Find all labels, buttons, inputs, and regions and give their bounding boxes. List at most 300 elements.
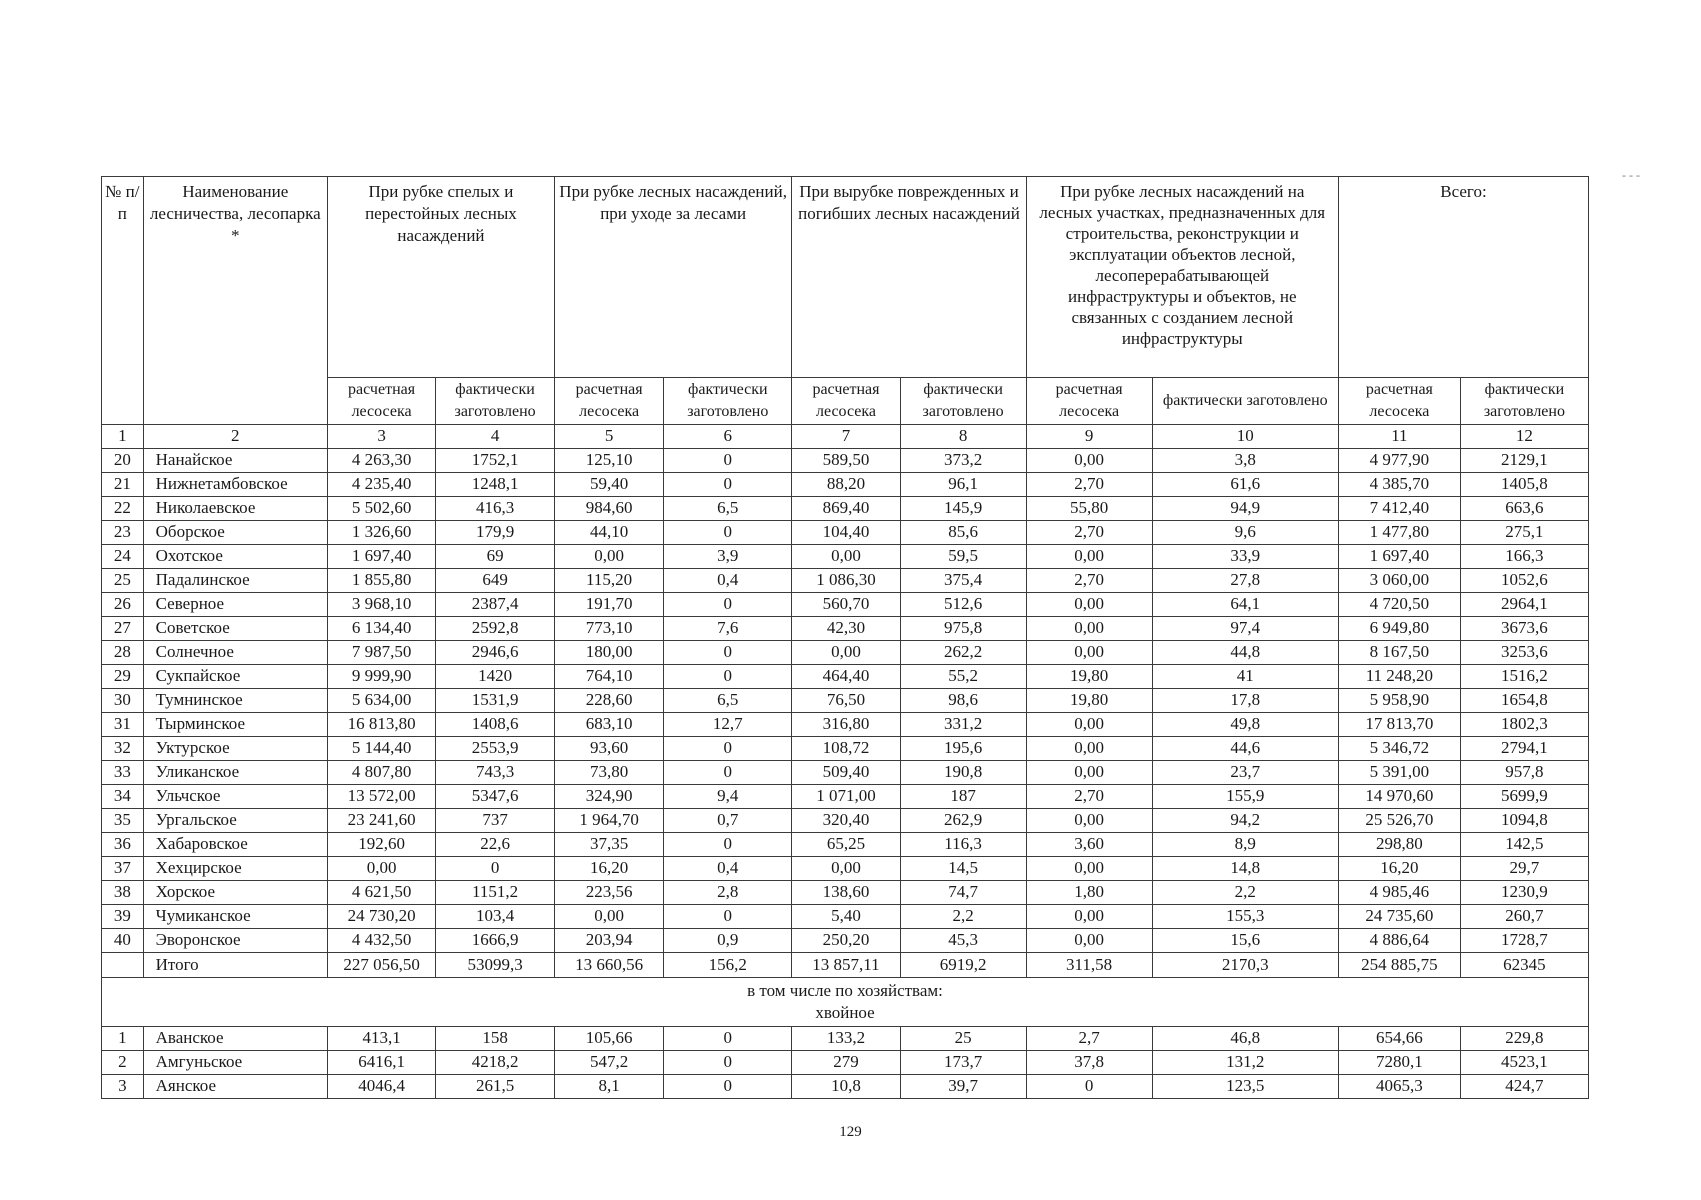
- cell-damaged-fact: 262,2: [900, 640, 1026, 664]
- cell-care-calc: 324,90: [554, 784, 663, 808]
- cell-infra-fact: 33,9: [1152, 544, 1338, 568]
- cell-care-fact: 6,5: [664, 688, 792, 712]
- cell-care-fact: 0,4: [664, 568, 792, 592]
- cell-care-calc: 93,60: [554, 736, 663, 760]
- cell-infra-calc: 0,00: [1026, 760, 1152, 784]
- cell-damaged-fact: 173,7: [900, 1050, 1026, 1074]
- cell-care-calc: 59,40: [554, 472, 663, 496]
- cell-num: 37: [102, 856, 144, 880]
- column-number: 8: [900, 424, 1026, 448]
- cell-care-fact: 0: [664, 1050, 792, 1074]
- cell-damaged-calc: 65,25: [792, 832, 900, 856]
- table-row: [102, 784, 1589, 808]
- cell-mature-fact: 4218,2: [436, 1050, 555, 1074]
- cell-name: Северное: [143, 592, 327, 616]
- cell-care-fact: 0: [664, 472, 792, 496]
- cell-damaged-fact: 59,5: [900, 544, 1026, 568]
- cell-infra-fact: 46,8: [1152, 1026, 1338, 1050]
- cell-mature-calc: 4 807,80: [327, 760, 435, 784]
- cell-mature-calc: 4046,4: [327, 1074, 435, 1098]
- cell-mature-fact: 2946,6: [436, 640, 555, 664]
- table-row: [102, 520, 1589, 544]
- cell-infra-calc: 2,7: [1026, 1026, 1152, 1050]
- cell-num: 3: [102, 1074, 144, 1098]
- cell-damaged-fact: 96,1: [900, 472, 1026, 496]
- cell-total-calc: 8 167,50: [1338, 640, 1460, 664]
- cell-care-fact: 9,4: [664, 784, 792, 808]
- cell-damaged-fact: 190,8: [900, 760, 1026, 784]
- table-row: [102, 688, 1589, 712]
- cell-name: Советское: [143, 616, 327, 640]
- cell-damaged-calc: 0,00: [792, 856, 900, 880]
- header-num: № п/п: [102, 177, 144, 378]
- subheader-calc: расчетная лесосека: [554, 377, 663, 424]
- cell-mature-calc: 0,00: [327, 856, 435, 880]
- table-row: [102, 856, 1589, 880]
- cell-num: [102, 952, 144, 977]
- cell-damaged-fact: 39,7: [900, 1074, 1026, 1098]
- cell-infra-calc: 2,70: [1026, 520, 1152, 544]
- cell-infra-fact: 8,9: [1152, 832, 1338, 856]
- cell-damaged-fact: 187: [900, 784, 1026, 808]
- cell-infra-fact: 44,6: [1152, 736, 1338, 760]
- cell-mature-calc: 6416,1: [327, 1050, 435, 1074]
- header-name-blank: [143, 377, 327, 424]
- cell-damaged-fact: 6919,2: [900, 952, 1026, 977]
- cell-name: Ульчское: [143, 784, 327, 808]
- cell-total-fact: 29,7: [1460, 856, 1588, 880]
- cell-damaged-fact: 975,8: [900, 616, 1026, 640]
- cell-total-fact: 1052,6: [1460, 568, 1588, 592]
- cell-care-fact: 0: [664, 904, 792, 928]
- column-number: 11: [1338, 424, 1460, 448]
- cell-num: 29: [102, 664, 144, 688]
- cell-infra-fact: 94,2: [1152, 808, 1338, 832]
- cell-total-fact: 424,7: [1460, 1074, 1588, 1098]
- cell-mature-fact: 1248,1: [436, 472, 555, 496]
- cell-mature-fact: 743,3: [436, 760, 555, 784]
- cell-total-fact: 2129,1: [1460, 448, 1588, 472]
- subheader-fact: фактически заготовлено: [1460, 377, 1588, 424]
- cell-name: Хехцирское: [143, 856, 327, 880]
- table-row: [102, 904, 1589, 928]
- cell-num: 27: [102, 616, 144, 640]
- cell-care-calc: 223,56: [554, 880, 663, 904]
- cell-total-calc: 1 697,40: [1338, 544, 1460, 568]
- cell-infra-calc: 0,00: [1026, 544, 1152, 568]
- cell-name: Ургальское: [143, 808, 327, 832]
- cell-total-calc: 3 060,00: [1338, 568, 1460, 592]
- cell-name: Уктурское: [143, 736, 327, 760]
- header-num-blank: [102, 377, 144, 424]
- cell-mature-fact: 1752,1: [436, 448, 555, 472]
- cell-mature-fact: 1420: [436, 664, 555, 688]
- cell-damaged-calc: 0,00: [792, 640, 900, 664]
- cell-total-fact: 957,8: [1460, 760, 1588, 784]
- table-row: [102, 640, 1589, 664]
- cell-care-calc: 683,10: [554, 712, 663, 736]
- cell-care-calc: 0,00: [554, 904, 663, 928]
- cell-total-calc: 7280,1: [1338, 1050, 1460, 1074]
- table-row-conifer: [102, 1074, 1589, 1098]
- cell-infra-calc: 55,80: [1026, 496, 1152, 520]
- cell-care-fact: 0: [664, 1026, 792, 1050]
- column-number: 1: [102, 424, 144, 448]
- header-name: Наименование лесничества, лесопарка *: [143, 177, 327, 378]
- cell-total-calc: 4 886,64: [1338, 928, 1460, 952]
- column-number: 9: [1026, 424, 1152, 448]
- cell-infra-fact: 155,3: [1152, 904, 1338, 928]
- cell-total-calc: 654,66: [1338, 1026, 1460, 1050]
- cell-name: Хабаровское: [143, 832, 327, 856]
- cell-total-fact: 62345: [1460, 952, 1588, 977]
- cell-total-fact: 3253,6: [1460, 640, 1588, 664]
- cell-infra-calc: 0,00: [1026, 808, 1152, 832]
- cell-infra-calc: 0,00: [1026, 712, 1152, 736]
- cell-infra-fact: 23,7: [1152, 760, 1338, 784]
- cell-mature-calc: 4 432,50: [327, 928, 435, 952]
- cell-care-calc: 105,66: [554, 1026, 663, 1050]
- cell-infra-fact: 97,4: [1152, 616, 1338, 640]
- cell-mature-calc: 24 730,20: [327, 904, 435, 928]
- cell-mature-calc: 9 999,90: [327, 664, 435, 688]
- cell-mature-calc: 1 326,60: [327, 520, 435, 544]
- cell-name: Чумиканское: [143, 904, 327, 928]
- cell-infra-fact: 14,8: [1152, 856, 1338, 880]
- cell-mature-fact: 416,3: [436, 496, 555, 520]
- cell-name: Аванское: [143, 1026, 327, 1050]
- cell-damaged-fact: 373,2: [900, 448, 1026, 472]
- cell-infra-fact: 155,9: [1152, 784, 1338, 808]
- cell-total-calc: 11 248,20: [1338, 664, 1460, 688]
- cell-damaged-fact: 55,2: [900, 664, 1026, 688]
- cell-total-calc: 5 346,72: [1338, 736, 1460, 760]
- cell-mature-fact: 179,9: [436, 520, 555, 544]
- cell-total-fact: 1094,8: [1460, 808, 1588, 832]
- cell-damaged-fact: 2,2: [900, 904, 1026, 928]
- cell-infra-fact: 17,8: [1152, 688, 1338, 712]
- table-row: [102, 736, 1589, 760]
- cell-total-calc: 4 385,70: [1338, 472, 1460, 496]
- cell-damaged-calc: 76,50: [792, 688, 900, 712]
- cell-name: Николаевское: [143, 496, 327, 520]
- cell-infra-calc: 0,00: [1026, 592, 1152, 616]
- cell-total-calc: 4 720,50: [1338, 592, 1460, 616]
- cell-damaged-fact: 85,6: [900, 520, 1026, 544]
- cell-total-fact: 4523,1: [1460, 1050, 1588, 1074]
- cell-name: Итого: [143, 952, 327, 977]
- cell-total-fact: 1802,3: [1460, 712, 1588, 736]
- cell-infra-calc: 0: [1026, 1074, 1152, 1098]
- cell-mature-fact: 0: [436, 856, 555, 880]
- cell-care-fact: 0: [664, 664, 792, 688]
- cell-mature-fact: 1531,9: [436, 688, 555, 712]
- cell-mature-calc: 5 502,60: [327, 496, 435, 520]
- column-number: 2: [143, 424, 327, 448]
- cell-name: Тырминское: [143, 712, 327, 736]
- scan-mark: - - -: [1622, 168, 1640, 182]
- cell-infra-calc: 2,70: [1026, 568, 1152, 592]
- column-number: 5: [554, 424, 663, 448]
- cell-mature-fact: 2387,4: [436, 592, 555, 616]
- cell-name: Нижнетамбовское: [143, 472, 327, 496]
- cell-mature-calc: 1 697,40: [327, 544, 435, 568]
- cell-care-fact: 0,4: [664, 856, 792, 880]
- cell-num: 23: [102, 520, 144, 544]
- cell-infra-calc: 19,80: [1026, 664, 1152, 688]
- cell-damaged-calc: 509,40: [792, 760, 900, 784]
- cell-care-calc: 16,20: [554, 856, 663, 880]
- table-row: [102, 712, 1589, 736]
- cell-damaged-fact: 25: [900, 1026, 1026, 1050]
- cell-damaged-fact: 116,3: [900, 832, 1026, 856]
- table-row: [102, 592, 1589, 616]
- page-number: 129: [839, 1124, 862, 1140]
- cell-care-fact: 156,2: [664, 952, 792, 977]
- cell-care-fact: 0: [664, 640, 792, 664]
- cell-mature-calc: 23 241,60: [327, 808, 435, 832]
- cell-mature-fact: 1666,9: [436, 928, 555, 952]
- cell-infra-calc: 0,00: [1026, 856, 1152, 880]
- cell-total-fact: 1230,9: [1460, 880, 1588, 904]
- subheader-fact: фактически заготовлено: [900, 377, 1026, 424]
- cell-total-fact: 275,1: [1460, 520, 1588, 544]
- cell-total-fact: 5699,9: [1460, 784, 1588, 808]
- cell-total-calc: 254 885,75: [1338, 952, 1460, 977]
- cell-damaged-fact: 512,6: [900, 592, 1026, 616]
- cell-total-calc: 5 391,00: [1338, 760, 1460, 784]
- table-row: [102, 664, 1589, 688]
- cell-care-fact: 12,7: [664, 712, 792, 736]
- cell-total-calc: 5 958,90: [1338, 688, 1460, 712]
- section-heading-line2: хвойное: [815, 1002, 875, 1022]
- cell-care-fact: 0: [664, 448, 792, 472]
- table-row: [102, 448, 1589, 472]
- cell-num: 31: [102, 712, 144, 736]
- cell-num: 33: [102, 760, 144, 784]
- section-row: [102, 977, 1589, 1026]
- cell-total-fact: 1405,8: [1460, 472, 1588, 496]
- cell-total-fact: 229,8: [1460, 1026, 1588, 1050]
- table-row-conifer: [102, 1050, 1589, 1074]
- subheader-calc: расчетная лесосека: [792, 377, 900, 424]
- cell-total-calc: 4065,3: [1338, 1074, 1460, 1098]
- cell-damaged-fact: 262,9: [900, 808, 1026, 832]
- cell-care-calc: 191,70: [554, 592, 663, 616]
- cell-care-fact: 0: [664, 760, 792, 784]
- cell-total-fact: 3673,6: [1460, 616, 1588, 640]
- subheader-calc: расчетная лесосека: [1338, 377, 1460, 424]
- cell-num: 22: [102, 496, 144, 520]
- cell-mature-calc: 413,1: [327, 1026, 435, 1050]
- cell-care-fact: 0: [664, 520, 792, 544]
- cell-care-calc: 44,10: [554, 520, 663, 544]
- cell-total-calc: 7 412,40: [1338, 496, 1460, 520]
- cell-care-fact: 0: [664, 1074, 792, 1098]
- cell-damaged-fact: 145,9: [900, 496, 1026, 520]
- cell-infra-fact: 2,2: [1152, 880, 1338, 904]
- cell-num: 35: [102, 808, 144, 832]
- cell-damaged-calc: 104,40: [792, 520, 900, 544]
- cell-total-calc: 16,20: [1338, 856, 1460, 880]
- cell-damaged-fact: 14,5: [900, 856, 1026, 880]
- table-row: [102, 568, 1589, 592]
- cell-infra-fact: 64,1: [1152, 592, 1338, 616]
- cell-total-calc: 4 977,90: [1338, 448, 1460, 472]
- table-row: [102, 880, 1589, 904]
- cell-name: Нанайское: [143, 448, 327, 472]
- cell-infra-calc: 37,8: [1026, 1050, 1152, 1074]
- cell-total-calc: 4 985,46: [1338, 880, 1460, 904]
- cell-care-calc: 547,2: [554, 1050, 663, 1074]
- cell-infra-calc: 0,00: [1026, 736, 1152, 760]
- cell-damaged-calc: 133,2: [792, 1026, 900, 1050]
- cell-infra-calc: 2,70: [1026, 784, 1152, 808]
- cell-num: 32: [102, 736, 144, 760]
- header-group-total: Всего:: [1338, 177, 1588, 378]
- header-group-care-felling: При рубке лесных насаждений, при уходе за лесами: [554, 177, 791, 378]
- cell-name: Оборское: [143, 520, 327, 544]
- cell-mature-fact: 261,5: [436, 1074, 555, 1098]
- cell-infra-fact: 9,6: [1152, 520, 1338, 544]
- cell-mature-fact: 2592,8: [436, 616, 555, 640]
- cell-damaged-fact: 375,4: [900, 568, 1026, 592]
- cell-care-fact: 0: [664, 832, 792, 856]
- subheader-fact: фактически заготовлено: [436, 377, 555, 424]
- cell-name: Падалинское: [143, 568, 327, 592]
- header-group-mature-felling: При рубке спелых и перестойных лесных насаждений: [327, 177, 554, 378]
- cell-total-fact: 260,7: [1460, 904, 1588, 928]
- cell-total-calc: 17 813,70: [1338, 712, 1460, 736]
- column-number: 7: [792, 424, 900, 448]
- cell-damaged-calc: 869,40: [792, 496, 900, 520]
- cell-care-calc: 764,10: [554, 664, 663, 688]
- cell-num: 36: [102, 832, 144, 856]
- table-row: [102, 496, 1589, 520]
- cell-total-fact: 1516,2: [1460, 664, 1588, 688]
- cell-damaged-calc: 560,70: [792, 592, 900, 616]
- cell-infra-calc: 0,00: [1026, 928, 1152, 952]
- cell-mature-fact: 1408,6: [436, 712, 555, 736]
- cell-care-fact: 6,5: [664, 496, 792, 520]
- cell-mature-calc: 16 813,80: [327, 712, 435, 736]
- cell-care-calc: 73,80: [554, 760, 663, 784]
- cell-damaged-calc: 250,20: [792, 928, 900, 952]
- cell-infra-calc: 0,00: [1026, 640, 1152, 664]
- cell-total-fact: 1728,7: [1460, 928, 1588, 952]
- cell-num: 26: [102, 592, 144, 616]
- cell-infra-calc: 0,00: [1026, 904, 1152, 928]
- cell-total-fact: 166,3: [1460, 544, 1588, 568]
- cell-care-calc: 773,10: [554, 616, 663, 640]
- column-number: 3: [327, 424, 435, 448]
- total-row: [102, 952, 1589, 977]
- cell-mature-calc: 5 634,00: [327, 688, 435, 712]
- cell-damaged-calc: 1 071,00: [792, 784, 900, 808]
- cell-total-fact: 142,5: [1460, 832, 1588, 856]
- cell-num: 2: [102, 1050, 144, 1074]
- cell-name: Уликанское: [143, 760, 327, 784]
- cell-total-calc: 24 735,60: [1338, 904, 1460, 928]
- cell-num: 30: [102, 688, 144, 712]
- cell-care-calc: 203,94: [554, 928, 663, 952]
- cell-damaged-calc: 316,80: [792, 712, 900, 736]
- cell-infra-calc: 3,60: [1026, 832, 1152, 856]
- cell-total-calc: 25 526,70: [1338, 808, 1460, 832]
- cell-num: 38: [102, 880, 144, 904]
- cell-care-fact: 7,6: [664, 616, 792, 640]
- cell-care-fact: 0,9: [664, 928, 792, 952]
- cell-mature-calc: 13 572,00: [327, 784, 435, 808]
- cell-mature-calc: 6 134,40: [327, 616, 435, 640]
- cell-damaged-fact: 331,2: [900, 712, 1026, 736]
- cell-infra-fact: 2170,3: [1152, 952, 1338, 977]
- cell-care-fact: 0: [664, 592, 792, 616]
- cell-total-calc: 298,80: [1338, 832, 1460, 856]
- cell-infra-calc: 311,58: [1026, 952, 1152, 977]
- cell-mature-fact: 2553,9: [436, 736, 555, 760]
- cell-damaged-fact: 45,3: [900, 928, 1026, 952]
- cell-care-calc: 125,10: [554, 448, 663, 472]
- cell-care-fact: 0,7: [664, 808, 792, 832]
- cell-infra-fact: 61,6: [1152, 472, 1338, 496]
- cell-mature-fact: 5347,6: [436, 784, 555, 808]
- cell-mature-calc: 4 263,30: [327, 448, 435, 472]
- cell-damaged-calc: 589,50: [792, 448, 900, 472]
- cell-num: 39: [102, 904, 144, 928]
- cell-mature-fact: 103,4: [436, 904, 555, 928]
- cell-infra-calc: 1,80: [1026, 880, 1152, 904]
- cell-damaged-calc: 42,30: [792, 616, 900, 640]
- cell-care-calc: 180,00: [554, 640, 663, 664]
- cell-damaged-calc: 5,40: [792, 904, 900, 928]
- cell-num: 21: [102, 472, 144, 496]
- cell-infra-fact: 27,8: [1152, 568, 1338, 592]
- section-heading: [102, 977, 1589, 1026]
- subheader-calc: расчетная лесосека: [327, 377, 435, 424]
- column-number: 6: [664, 424, 792, 448]
- column-number: 10: [1152, 424, 1338, 448]
- cell-name: Хорское: [143, 880, 327, 904]
- header-group-damaged-felling: При вырубке поврежденных и погибших лесных насаждений: [792, 177, 1026, 378]
- cell-care-calc: 13 660,56: [554, 952, 663, 977]
- cell-mature-calc: 7 987,50: [327, 640, 435, 664]
- cell-infra-fact: 44,8: [1152, 640, 1338, 664]
- table-row: [102, 760, 1589, 784]
- cell-infra-fact: 131,2: [1152, 1050, 1338, 1074]
- cell-infra-calc: 0,00: [1026, 448, 1152, 472]
- cell-care-calc: 0,00: [554, 544, 663, 568]
- cell-damaged-calc: 0,00: [792, 544, 900, 568]
- section-heading-line1: в том числе по хозяйствам:: [747, 980, 943, 1000]
- cell-care-fact: 2,8: [664, 880, 792, 904]
- cell-name: Солнечное: [143, 640, 327, 664]
- cell-mature-fact: 649: [436, 568, 555, 592]
- cell-mature-fact: 737: [436, 808, 555, 832]
- cell-name: Сукпайское: [143, 664, 327, 688]
- cell-mature-fact: 22,6: [436, 832, 555, 856]
- column-number: 12: [1460, 424, 1588, 448]
- cell-mature-fact: 158: [436, 1026, 555, 1050]
- cell-damaged-calc: 10,8: [792, 1074, 900, 1098]
- table-row: [102, 928, 1589, 952]
- cell-care-calc: 1 964,70: [554, 808, 663, 832]
- cell-care-fact: 0: [664, 736, 792, 760]
- cell-damaged-fact: 195,6: [900, 736, 1026, 760]
- cell-total-calc: 1 477,80: [1338, 520, 1460, 544]
- header-group-infrastructure-felling: При рубке лесных насаждений на лесных участках, предназначенных для строительства, реконструкции и эксплуатации объектов лесной, лесоперерабатывающей инфраструктуры и объектов, не связанных с созданием лесной инфраструктуры: [1026, 177, 1338, 378]
- cell-infra-calc: 0,00: [1026, 616, 1152, 640]
